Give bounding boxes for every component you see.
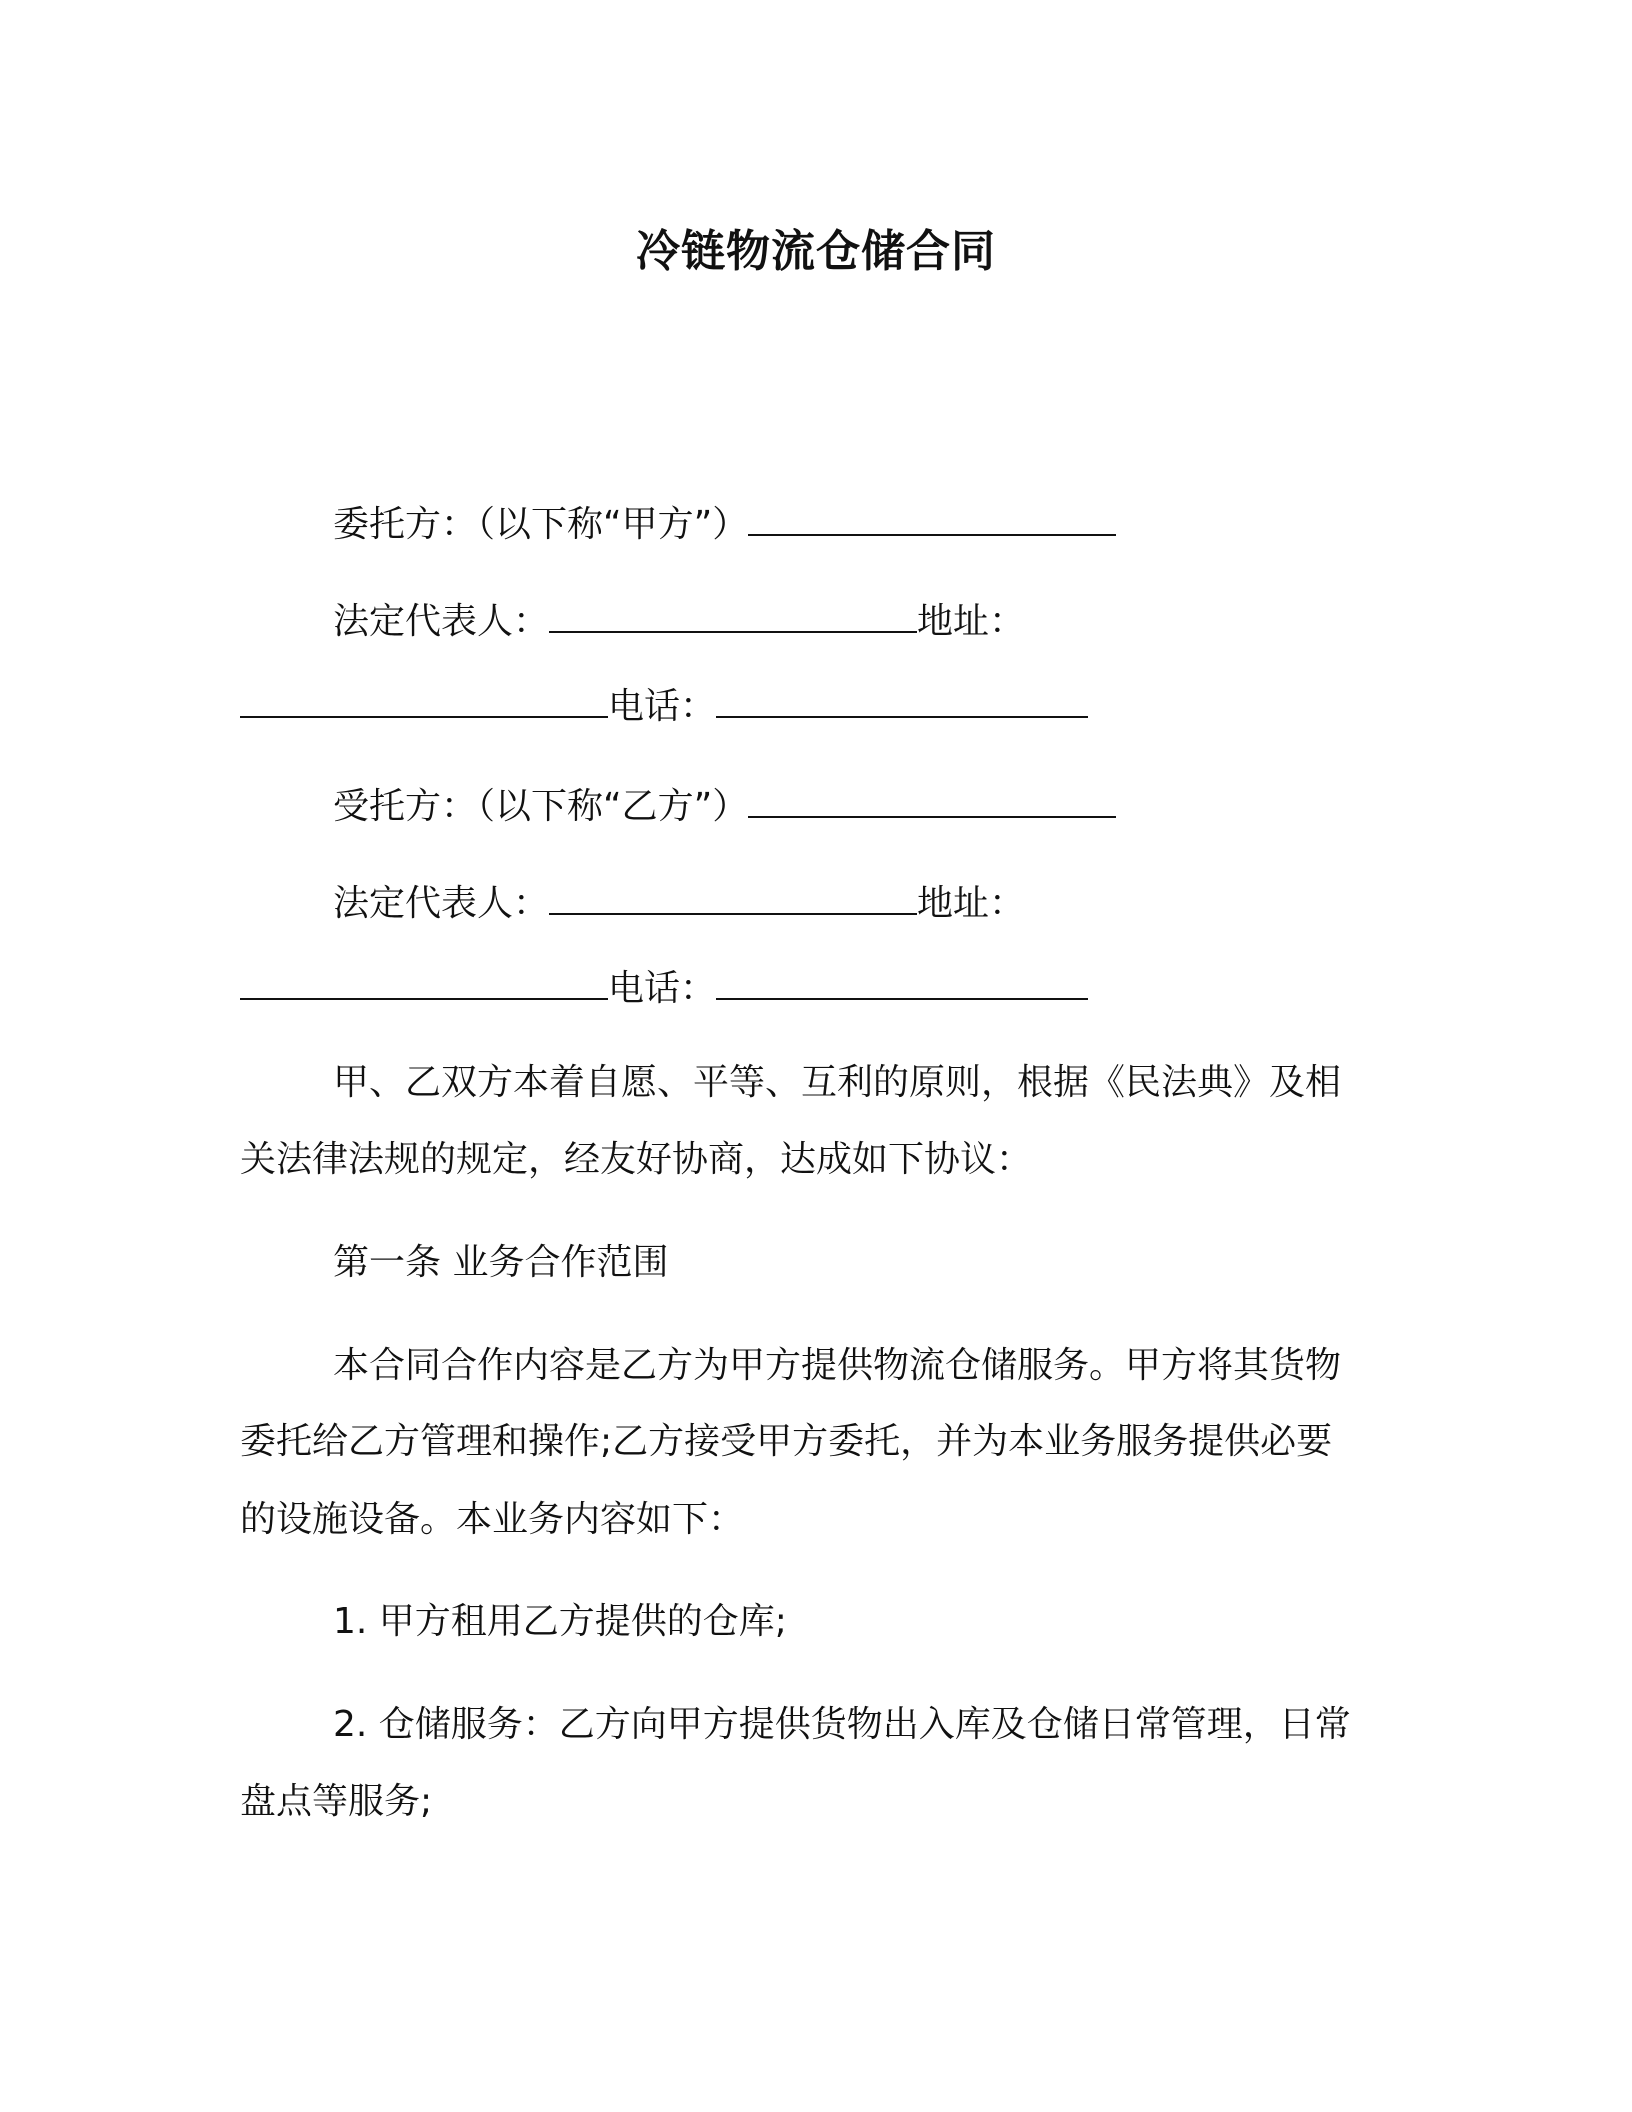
party-a-address-line <box>240 682 1088 731</box>
party-a-phone-label: 电话： <box>608 686 717 727</box>
document-title: 冷链物流仓储合同 <box>636 226 996 277</box>
article-1-heading: 第一条 业务合作范围 <box>333 1242 669 1283</box>
party-b-name-blank[interactable] <box>748 782 1116 818</box>
party-a-phone-blank[interactable] <box>716 682 1088 718</box>
preamble-line-1: 甲、乙双方本着自愿、平等、互利的原则，根据《民法典》及相 <box>333 1062 1342 1103</box>
article-1-para-line-3: 的设施设备。本业务内容如下： <box>240 1499 745 1540</box>
party-a-address-blank[interactable] <box>240 682 608 718</box>
party-a-line <box>333 500 1116 549</box>
article-1-para-line-1: 本合同合作内容是乙方为甲方提供物流仓储服务。甲方将其货物 <box>333 1345 1342 1386</box>
party-b-address-line <box>240 964 1088 1013</box>
party-b-phone-label: 电话： <box>608 968 717 1009</box>
party-b-address-label: 地址： <box>917 883 1026 924</box>
party-a-address-label: 地址： <box>917 601 1026 642</box>
party-b-rep-line <box>333 879 1025 928</box>
party-a-rep-label: 法定代表人： <box>333 601 550 642</box>
party-b-address-blank[interactable] <box>240 964 608 1000</box>
preamble-line-2: 关法律法规的规定，经友好协商，达成如下协议： <box>240 1139 1033 1180</box>
article-1-item-1: 1. 甲方租用乙方提供的仓库; <box>333 1601 787 1642</box>
article-1-item-2-line-2: 盘点等服务; <box>240 1781 433 1822</box>
party-a-rep-line <box>333 597 1025 646</box>
party-a-label: 委托方：（以下称“甲方”） <box>333 504 749 545</box>
party-a-rep-blank[interactable] <box>549 597 917 633</box>
article-1-para-line-2: 委托给乙方管理和操作;乙方接受甲方委托，并为本业务服务提供必要 <box>240 1421 1333 1462</box>
party-b-phone-blank[interactable] <box>716 964 1088 1000</box>
party-b-label: 受托方：（以下称“乙方”） <box>333 786 749 827</box>
party-b-rep-label: 法定代表人： <box>333 883 550 924</box>
party-b-line <box>333 782 1116 831</box>
article-1-item-2-line-1: 2. 仓储服务：乙方向甲方提供货物出入库及仓储日常管理，日常 <box>333 1704 1351 1745</box>
party-b-rep-blank[interactable] <box>549 879 917 915</box>
party-a-name-blank[interactable] <box>748 500 1116 536</box>
